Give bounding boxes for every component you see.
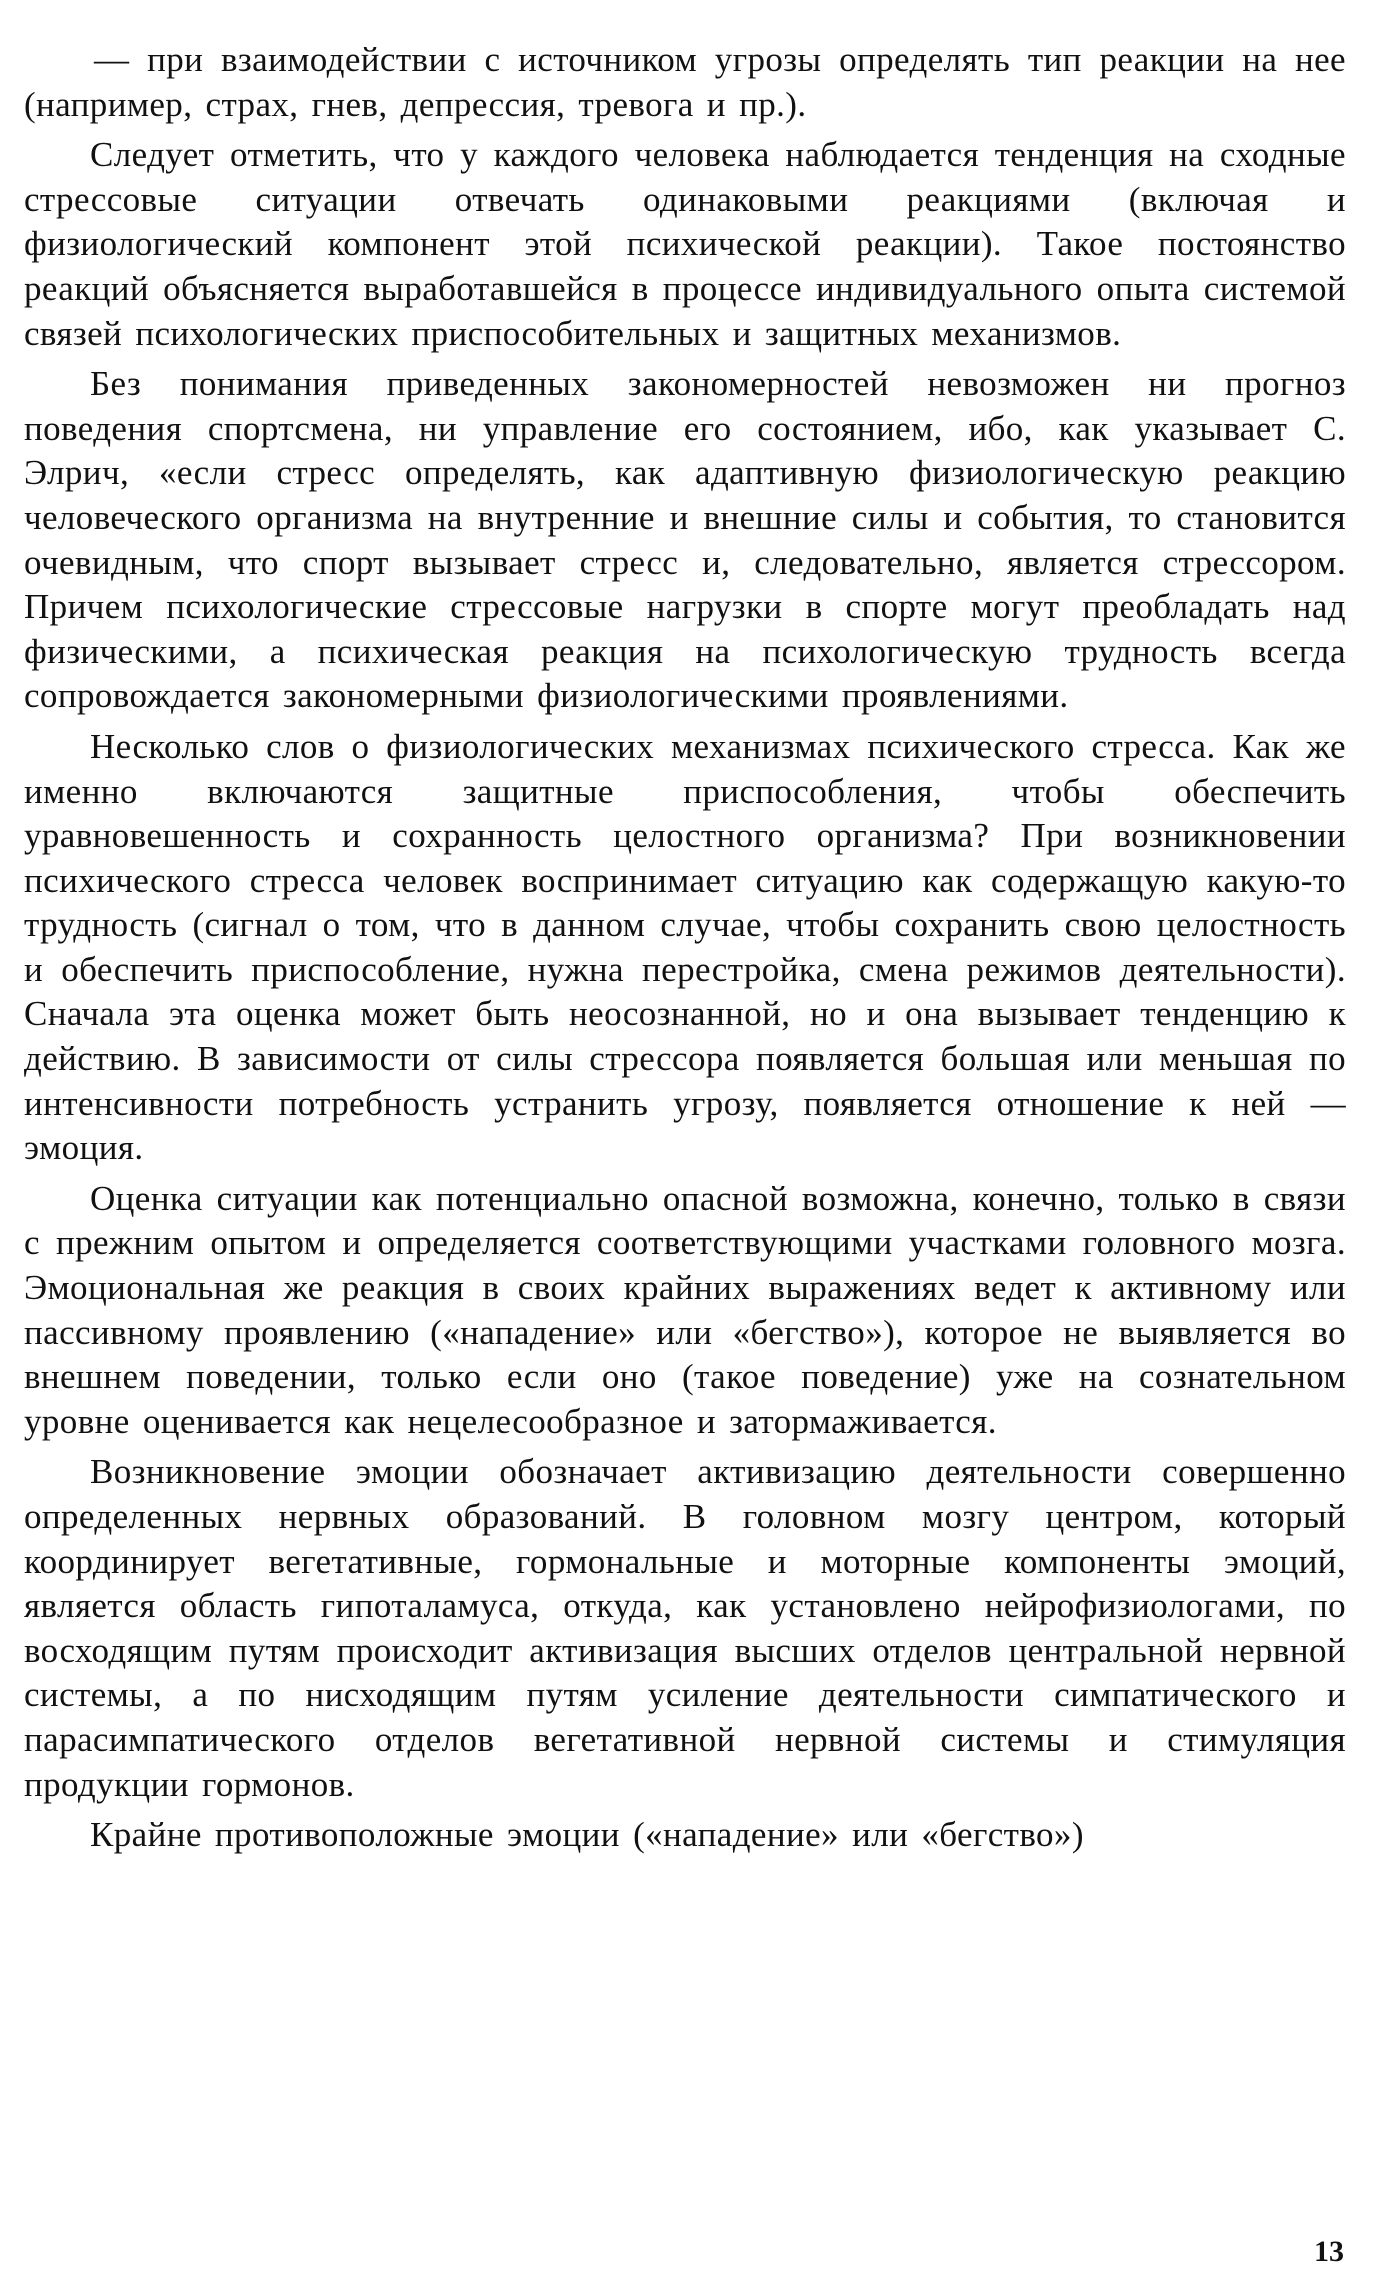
paragraph-6: Возникновение эмоции обозначает активизацию деятельности совершенно определенных нервных образований. В головном мозгу центром, который координирует вегетативные, гормональные и моторные компоненты эмоций, является область гипоталамуса, откуда, как установлено нейрофизиологами, по восходящим путям происходит активизация высших отделов центральной нервной системы, а по нисходящим путям усиление деятельности симпатического и парасимпатического отделов вегетативной нервной системы и стимуляция продукции гормонов. [24,1452,1346,1804]
page-number: 13 [1314,2235,1344,2268]
paragraph-7: Крайне противоположные эмоции («нападение» или «бегство») [90,1815,1084,1855]
paragraph-3: Без понимания приведенных закономерностей невозможен ни прогноз поведения спортсмена, ни управление его состоянием, ибо, как указывает С. Элрич, «если стресс определять, как адаптивную физиологическую реакцию человеческого организма на внутренние и внешние силы и события, то становится очевидным, что спорт вызывает стресс и, следовательно, является стрессором. Причем психологические стрессовые нагрузки в спорте могут преобладать над физическими, а психическая реакция на психологическую трудность всегда сопровождается закономерными физиологическими проявлениями. [24,364,1346,716]
paragraph-2: Следует отметить, что у каждого человека наблюдается тенденция на сходные стрессовые ситуации отвечать одинаковыми реакциями (включая и физиологический компонент этой психической реакции). Такое постоянство реакций объясняется выработавшейся в процессе индивидуального опыта системой связей психологических приспособительных и защитных механизмов. [24,135,1346,353]
page-body [24,38,1346,1864]
paragraph-1: — при взаимодействии с источником угрозы определять тип реакции на нее (например, страх, гнев, депрессия, тревога и пр.). [24,40,1346,124]
paragraph-4: Несколько слов о физиологических механизмах психического стресса. Как же именно включаются защитные приспособления, чтобы обеспечить уравновешенность и сохранность целостного организма? При возникновении психического стресса человек воспринимает ситуацию как содержащую какую-то трудность (сигнал о том, что в данном случае, чтобы сохранить свою целостность и обеспечить приспособление, нужна перестройка, смена режимов деятельности). Сначала эта оценка может быть неосознанной, но и она вызывает тенденцию к действию. В зависимости от силы стрессора появляется большая или меньшая по интенсивности потребность устранить угрозу, появляется отношение к ней — эмоция. [24,726,1346,1168]
paragraph-5: Оценка ситуации как потенциально опасной возможна, конечно, только в связи с прежним опытом и определяется соответствующими участками головного мозга. Эмоциональная же реакция в своих крайних выражениях ведет к активному или пассивному проявлению («нападение» или «бегство»), которое не выявляется во внешнем поведении, только если оно (такое поведение) уже на сознательном уровне оценивается как нецелесообразное и затормаживается. [24,1178,1346,1441]
